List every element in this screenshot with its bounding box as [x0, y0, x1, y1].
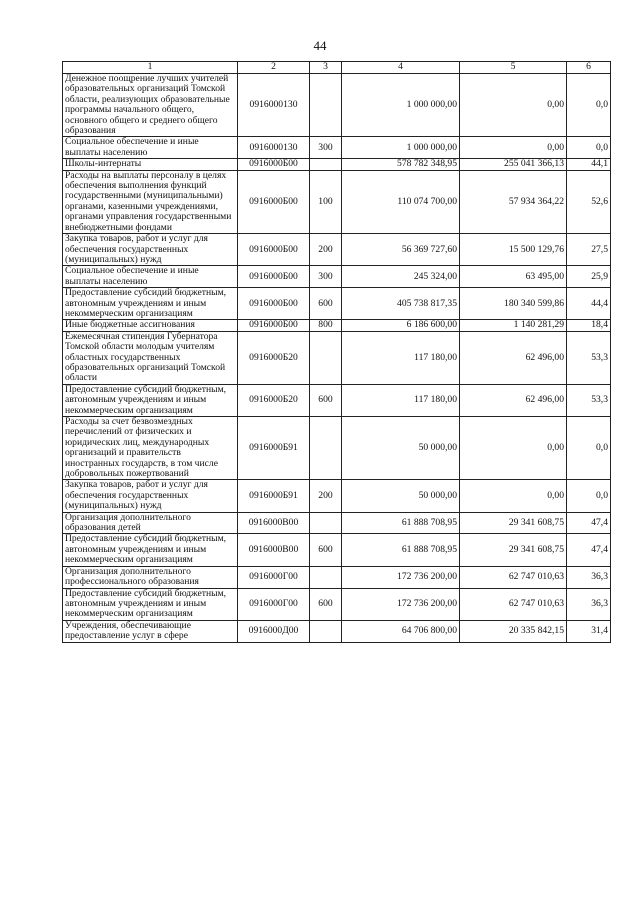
- cell-exec: 62 496,00: [460, 331, 567, 384]
- cell-exec: 0,00: [460, 74, 567, 137]
- cell-type: [310, 566, 342, 588]
- cell-pct: 18,4: [567, 320, 611, 331]
- table-row: [63, 137, 611, 159]
- table-row: [63, 74, 611, 137]
- column-header-code: 2: [238, 62, 310, 74]
- table-row: [63, 512, 611, 534]
- cell-code: 0916000130: [238, 137, 310, 159]
- column-header-name: 1: [63, 62, 238, 74]
- cell-type: 300: [310, 137, 342, 159]
- table-row: [63, 320, 611, 331]
- cell-code: 0916000Д00: [238, 620, 310, 642]
- cell-plan: 110 074 700,00: [342, 170, 460, 233]
- cell-pct: 0,0: [567, 137, 611, 159]
- cell-type: [310, 159, 342, 170]
- cell-type: 200: [310, 234, 342, 266]
- cell-type: 800: [310, 320, 342, 331]
- cell-code: 0916000В00: [238, 512, 310, 534]
- cell-pct: 0,0: [567, 74, 611, 137]
- cell-plan: 245 324,00: [342, 266, 460, 288]
- table-row: [63, 234, 611, 266]
- cell-code: 0916000Б91: [238, 480, 310, 512]
- cell-plan: 172 736 200,00: [342, 566, 460, 588]
- cell-pct: 27,5: [567, 234, 611, 266]
- cell-name: Иные бюджетные ассигнования: [63, 320, 238, 331]
- cell-exec: 63 495,00: [460, 266, 567, 288]
- cell-exec: 20 335 842,15: [460, 620, 567, 642]
- table-row: [63, 266, 611, 288]
- cell-type: 600: [310, 288, 342, 320]
- column-header-pct: 6: [567, 62, 611, 74]
- table-row: [63, 566, 611, 588]
- cell-type: [310, 512, 342, 534]
- cell-name: Расходы на выплаты персоналу в целях обеспечения выполнения функций государственными (муниципальными) органами, казенными учреждениями, органами управления государственными внебюджетными фондами: [63, 170, 238, 233]
- cell-name: Предоставление субсидий бюджетным, автономным учреждениям и иным некоммерческим организациям: [63, 288, 238, 320]
- page-number: 44: [313, 38, 327, 53]
- cell-plan: 1 000 000,00: [342, 74, 460, 137]
- cell-pct: 53,3: [567, 384, 611, 416]
- cell-name: Социальное обеспечение и иные выплаты населению: [63, 266, 238, 288]
- cell-name: Предоставление субсидий бюджетным, автономным учреждениям и иным некоммерческим организациям: [63, 588, 238, 620]
- cell-exec: 62 747 010,63: [460, 588, 567, 620]
- cell-pct: 36,3: [567, 566, 611, 588]
- table-row: [63, 534, 611, 566]
- cell-name: Расходы за счет безвозмездных перечислений от физических и юридических лиц, международных организаций и правительств иностранных государств, в том числе добровольных пожертвований: [63, 417, 238, 480]
- column-header-plan: 4: [342, 62, 460, 74]
- cell-name: Денежное поощрение лучших учителей образовательных организаций Томской области, реализующих образовательные программы начального общего, основного общего и среднего общего образования: [63, 74, 238, 137]
- cell-code: 0916000Б20: [238, 384, 310, 416]
- cell-type: 200: [310, 480, 342, 512]
- cell-code: 0916000Б00: [238, 234, 310, 266]
- cell-exec: 0,00: [460, 417, 567, 480]
- cell-exec: 1 140 281,29: [460, 320, 567, 331]
- cell-plan: 172 736 200,00: [342, 588, 460, 620]
- cell-name: Организация дополнительного образования детей: [63, 512, 238, 534]
- cell-exec: 57 934 364,22: [460, 170, 567, 233]
- budget-table: [62, 61, 611, 643]
- cell-type: 600: [310, 588, 342, 620]
- cell-name: Учреждения, обеспечивающие предоставление услуг в сфере: [63, 620, 238, 642]
- cell-exec: 0,00: [460, 480, 567, 512]
- table-row: [63, 331, 611, 384]
- cell-name: Предоставление субсидий бюджетным, автономным учреждениям и иным некоммерческим организациям: [63, 534, 238, 566]
- table-row: [63, 288, 611, 320]
- cell-name: Организация дополнительного профессионального образования: [63, 566, 238, 588]
- cell-pct: 47,4: [567, 534, 611, 566]
- cell-plan: 64 706 800,00: [342, 620, 460, 642]
- cell-type: 100: [310, 170, 342, 233]
- column-header-type: 3: [310, 62, 342, 74]
- cell-pct: 44,4: [567, 288, 611, 320]
- cell-plan: 50 000,00: [342, 417, 460, 480]
- cell-exec: 15 500 129,76: [460, 234, 567, 266]
- cell-exec: 29 341 608,75: [460, 534, 567, 566]
- cell-name: Закупка товаров, работ и услуг для обеспечения государственных (муниципальных) нужд: [63, 234, 238, 266]
- cell-plan: 56 369 727,60: [342, 234, 460, 266]
- cell-type: 600: [310, 384, 342, 416]
- cell-plan: 6 186 600,00: [342, 320, 460, 331]
- table-row: [63, 159, 611, 170]
- cell-code: 0916000130: [238, 74, 310, 137]
- cell-pct: 0,0: [567, 417, 611, 480]
- cell-code: 0916000Г00: [238, 588, 310, 620]
- cell-exec: 62 496,00: [460, 384, 567, 416]
- cell-exec: 62 747 010,63: [460, 566, 567, 588]
- cell-pct: 0,0: [567, 480, 611, 512]
- cell-pct: 31,4: [567, 620, 611, 642]
- table-row: [63, 620, 611, 642]
- table-header-row: [63, 62, 611, 74]
- cell-plan: 50 000,00: [342, 480, 460, 512]
- cell-type: [310, 417, 342, 480]
- cell-plan: 117 180,00: [342, 384, 460, 416]
- cell-exec: 255 041 366,13: [460, 159, 567, 170]
- cell-code: 0916000Б20: [238, 331, 310, 384]
- cell-type: [310, 620, 342, 642]
- cell-name: Школы-интернаты: [63, 159, 238, 170]
- cell-type: [310, 74, 342, 137]
- cell-code: 0916000Б00: [238, 320, 310, 331]
- cell-pct: 44,1: [567, 159, 611, 170]
- column-header-exec: 5: [460, 62, 567, 74]
- cell-name: Закупка товаров, работ и услуг для обеспечения государственных (муниципальных) нужд: [63, 480, 238, 512]
- cell-code: 0916000В00: [238, 534, 310, 566]
- cell-plan: 1 000 000,00: [342, 137, 460, 159]
- cell-code: 0916000Г00: [238, 566, 310, 588]
- cell-plan: 61 888 708,95: [342, 534, 460, 566]
- cell-code: 0916000Б00: [238, 266, 310, 288]
- cell-pct: 25,9: [567, 266, 611, 288]
- cell-code: 0916000Б00: [238, 288, 310, 320]
- table-row: [63, 588, 611, 620]
- cell-plan: 61 888 708,95: [342, 512, 460, 534]
- table-row: [63, 417, 611, 480]
- cell-plan: 405 738 817,35: [342, 288, 460, 320]
- table-row: [63, 170, 611, 233]
- cell-name: Социальное обеспечение и иные выплаты населению: [63, 137, 238, 159]
- cell-name: Предоставление субсидий бюджетным, автономным учреждениям и иным некоммерческим организациям: [63, 384, 238, 416]
- cell-name: Ежемесячная стипендия Губернатора Томской области молодым учителям областных государственных образовательных организаций Томской области: [63, 331, 238, 384]
- cell-exec: 29 341 608,75: [460, 512, 567, 534]
- cell-type: [310, 331, 342, 384]
- cell-pct: 36,3: [567, 588, 611, 620]
- table-row: [63, 384, 611, 416]
- cell-type: 300: [310, 266, 342, 288]
- cell-plan: 117 180,00: [342, 331, 460, 384]
- cell-code: 0916000Б91: [238, 417, 310, 480]
- cell-plan: 578 782 348,95: [342, 159, 460, 170]
- cell-pct: 53,3: [567, 331, 611, 384]
- cell-code: 0916000Б00: [238, 159, 310, 170]
- cell-pct: 47,4: [567, 512, 611, 534]
- table-row: [63, 480, 611, 512]
- cell-exec: 0,00: [460, 137, 567, 159]
- cell-exec: 180 340 599,86: [460, 288, 567, 320]
- cell-type: 600: [310, 534, 342, 566]
- cell-pct: 52,6: [567, 170, 611, 233]
- cell-code: 0916000Б00: [238, 170, 310, 233]
